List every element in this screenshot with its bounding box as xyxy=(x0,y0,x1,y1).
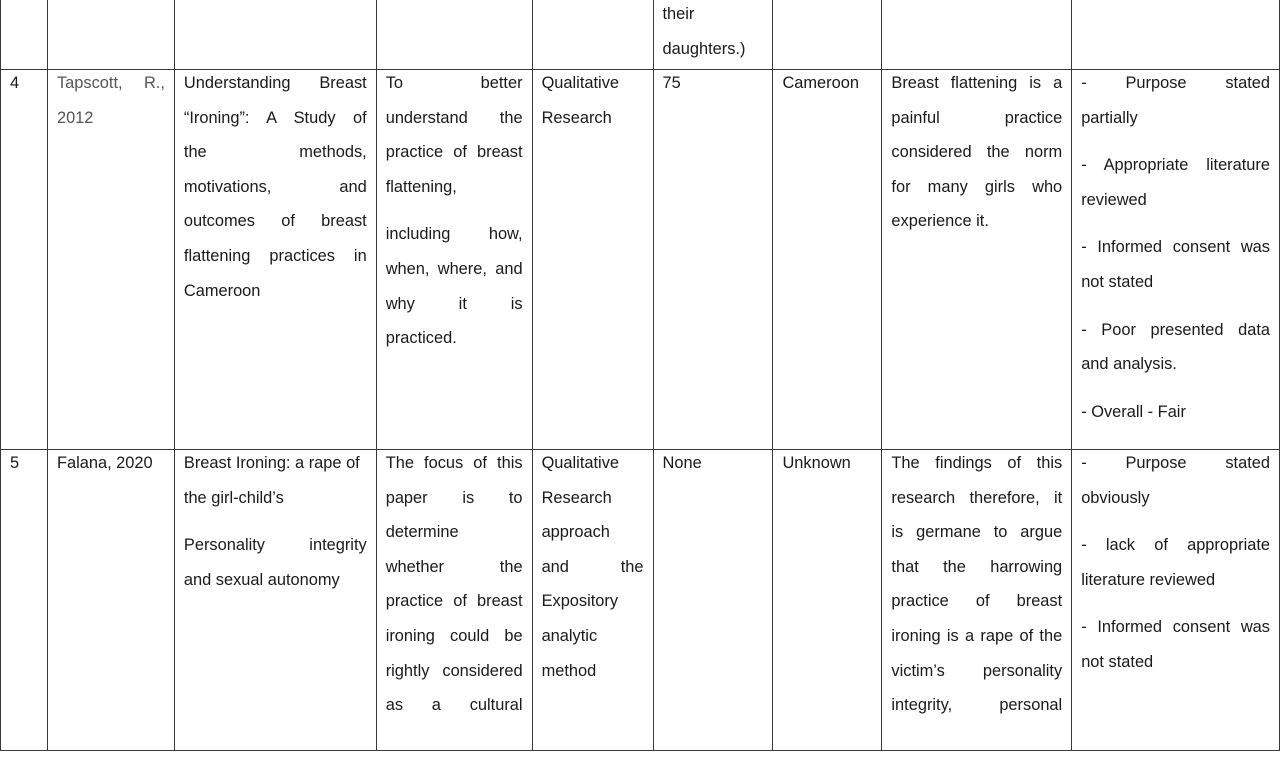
cell-country xyxy=(773,0,882,70)
author-year: 2012 xyxy=(56,108,94,127)
cell-quality: - Purpose stated partially - Appropriate literature reviewed - Informed consent was not stated - Poor presented data and analysis. - Overall - Fair xyxy=(1072,70,1280,450)
cell-country: Unknown xyxy=(773,450,882,751)
cell-findings: The findings of this research therefore, it is germane to argue that the harrowing practice of breast ironing is a rape of the victim’s personality integrity, personal xyxy=(882,450,1072,751)
table-row xyxy=(1,70,1280,450)
text-line: daughters.) xyxy=(662,39,746,58)
cell-findings xyxy=(882,0,1072,70)
cell-quality: - Purpose stated obviously - lack of appropriate literature reviewed - Informed consent was not stated xyxy=(1072,450,1280,751)
cell-number xyxy=(1,0,48,70)
text-line: their xyxy=(662,5,695,23)
cell-number: 4 xyxy=(1,70,48,450)
cell-method xyxy=(532,0,653,70)
cell-title xyxy=(174,0,376,70)
cell-author: Falana, 2020 xyxy=(47,450,174,751)
cell-title: Understanding Breast “Ironing”: A Study of the methods, motivations, and outcomes of breast flattening practices in Cameroon xyxy=(174,70,376,450)
cell-sample: None xyxy=(653,450,773,751)
cell-aim: The focus of this paper is to determine whether the practice of breast ironing could be rightly considered as a cultural xyxy=(376,450,532,751)
cell-findings: Breast flattening is a painful practice considered the norm for many girls who experience it. xyxy=(882,70,1072,450)
cell-aim: To better understand the practice of breast flattening, including how, when, where, and why it is practiced. xyxy=(376,70,532,450)
author-word: Tapscott, xyxy=(56,74,123,92)
cell-quality xyxy=(1072,0,1280,70)
cell-author xyxy=(47,70,174,450)
table-row xyxy=(1,0,1280,70)
cell-method: Qualitative Research approach and the Expository analytic method xyxy=(532,450,653,751)
cell-aim xyxy=(376,0,532,70)
cell-country: Cameroon xyxy=(773,70,882,450)
cell-author xyxy=(47,0,174,70)
cell-number: 5 xyxy=(1,450,48,751)
cell-title: Breast Ironing: a rape of the girl-child’s Personality integrity and sexual autonomy xyxy=(174,450,376,751)
cell-sample: 75 xyxy=(653,70,773,450)
cell-method: Qualitative Research xyxy=(532,70,653,450)
table-row xyxy=(1,450,1280,751)
cell-sample xyxy=(653,0,773,70)
author-word: R., xyxy=(143,74,165,92)
